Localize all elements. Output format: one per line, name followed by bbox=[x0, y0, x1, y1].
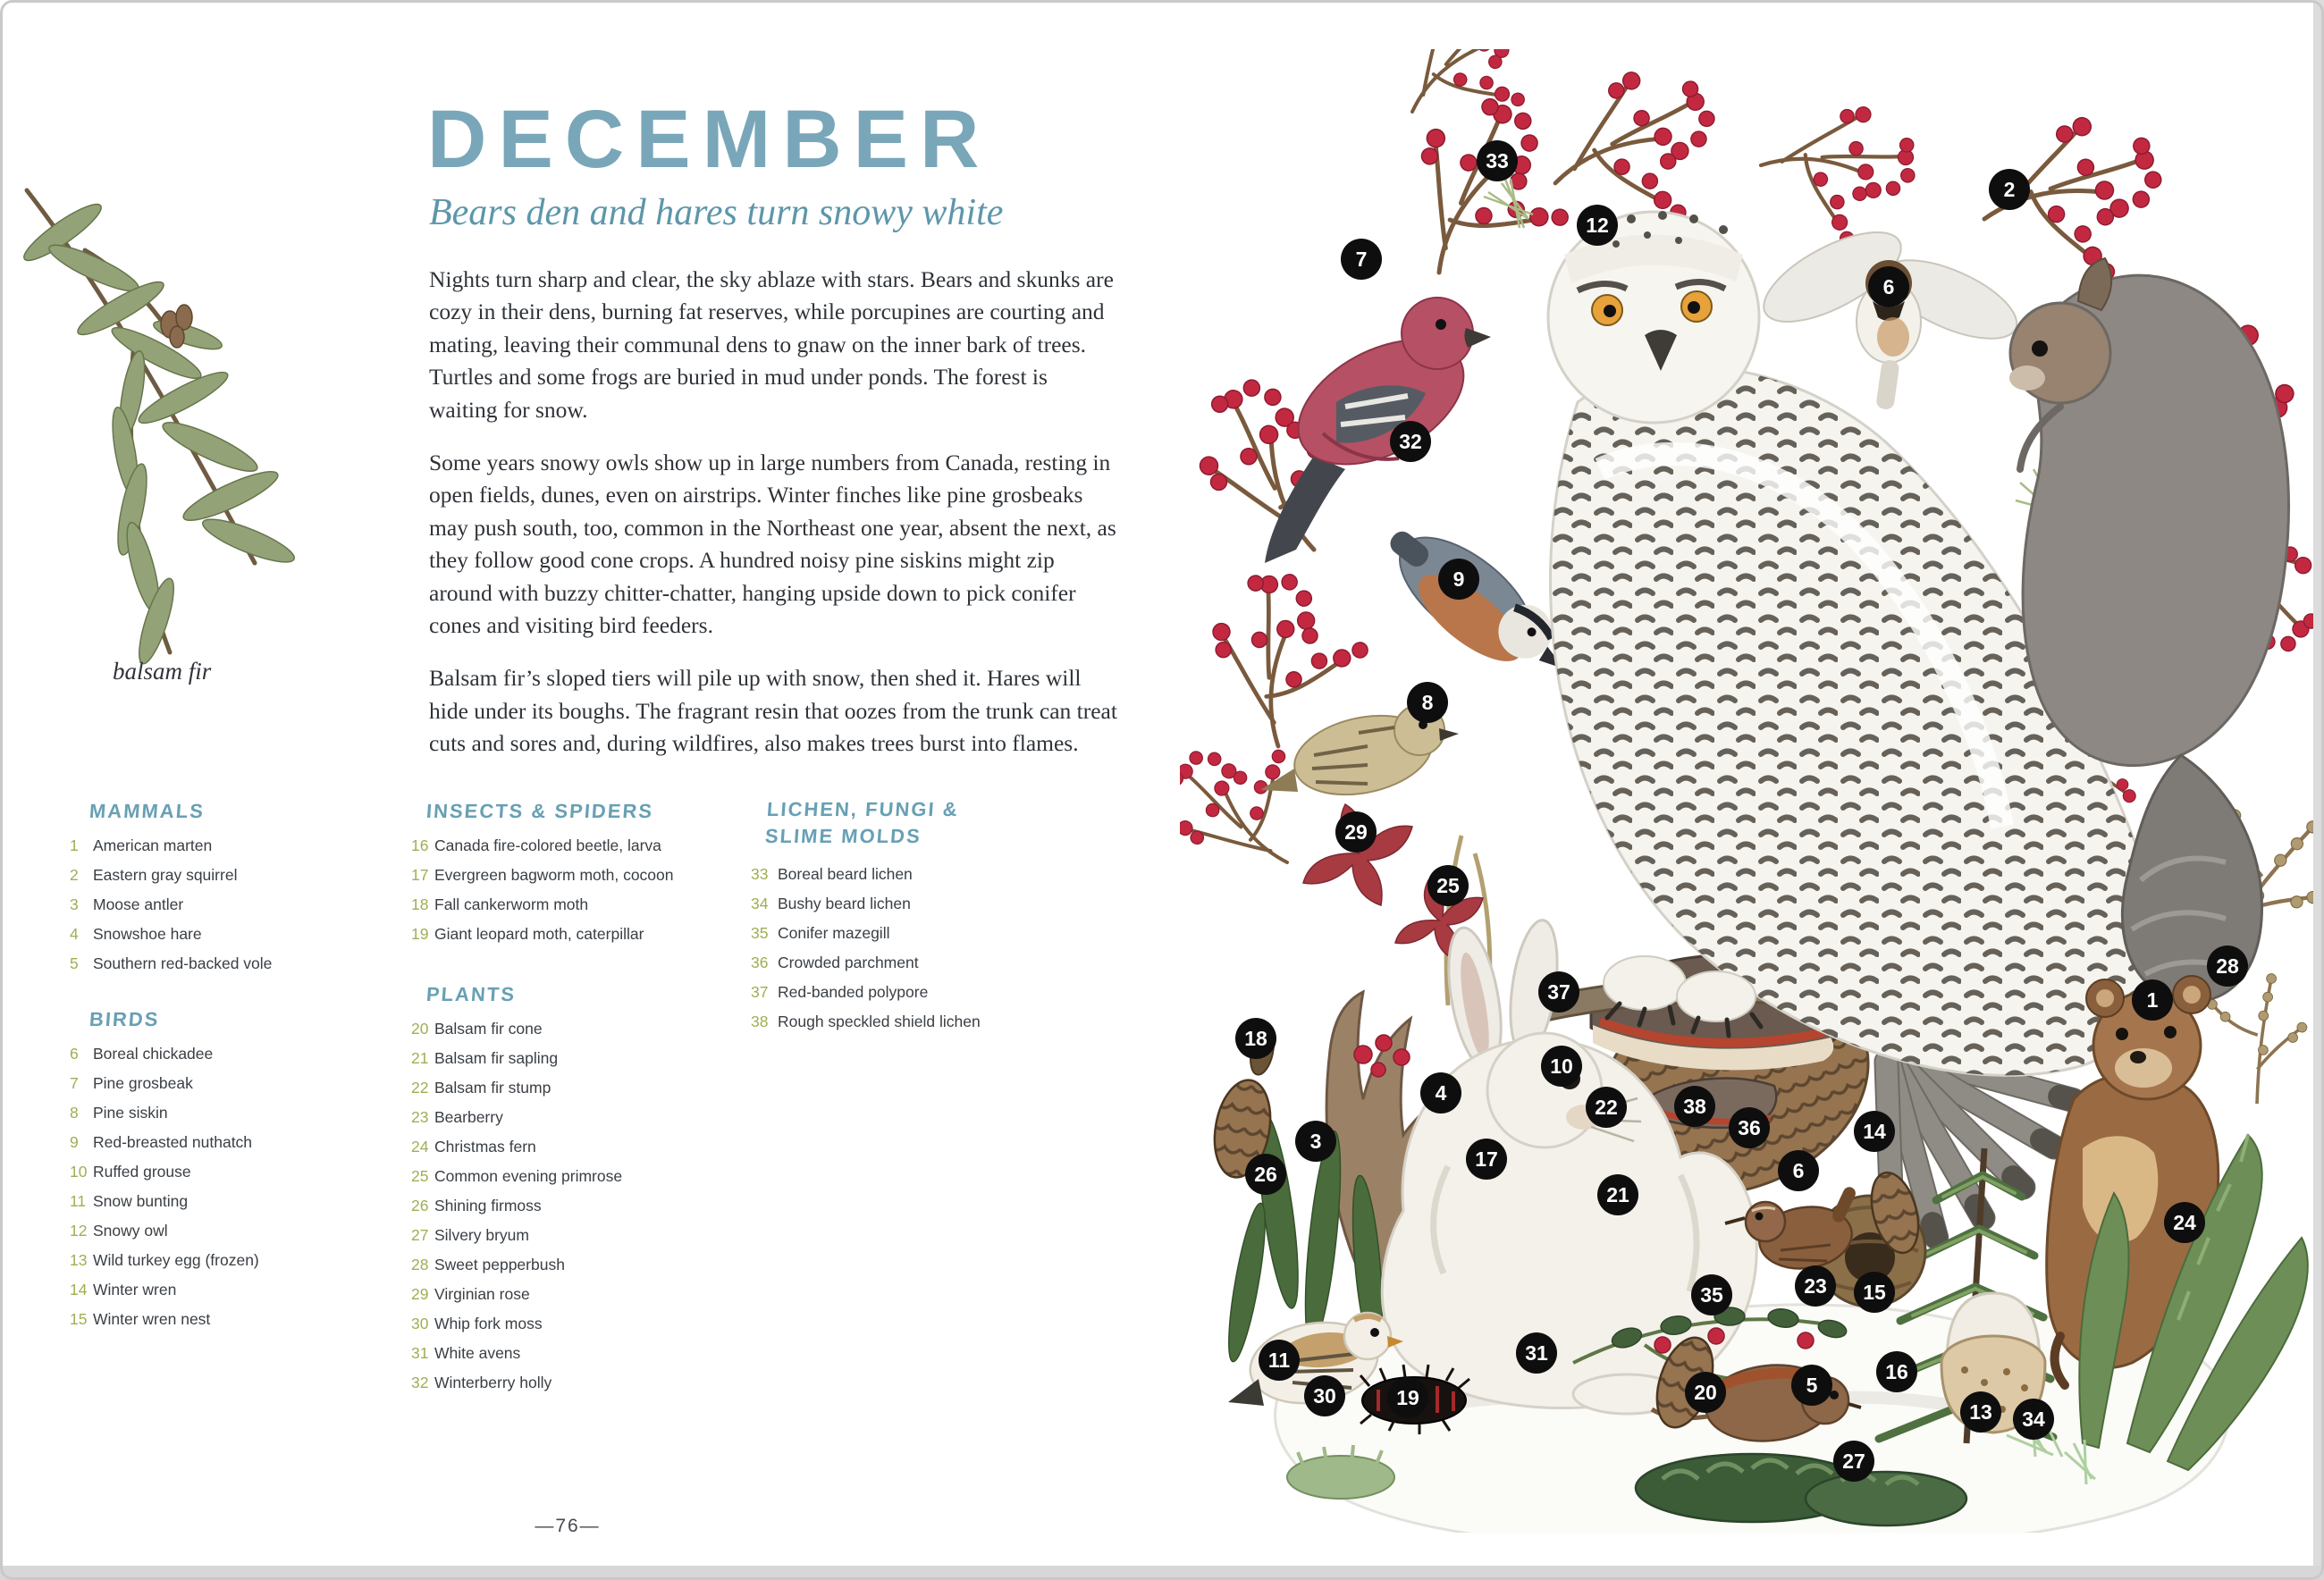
legend-item-number: 16 bbox=[411, 836, 429, 854]
legend-item-number: 28 bbox=[411, 1256, 429, 1273]
marker-35: 35 bbox=[1691, 1274, 1732, 1315]
legend-item-number: 14 bbox=[70, 1281, 88, 1298]
legend-item-label: Silvery bryum bbox=[434, 1226, 529, 1244]
legend-item-number: 4 bbox=[70, 925, 79, 943]
legend-item bbox=[411, 1162, 622, 1191]
legend-item-number: 24 bbox=[411, 1138, 429, 1156]
legend-item-number: 1 bbox=[70, 836, 79, 854]
legend-item-label: Bushy beard lichen bbox=[778, 895, 911, 912]
legend-item-label: Rough speckled shield lichen bbox=[778, 1013, 981, 1030]
legend-item-label: Ruffed grouse bbox=[93, 1163, 191, 1181]
legend-item-number: 9 bbox=[70, 1133, 79, 1151]
legend-item-number: 22 bbox=[411, 1079, 429, 1097]
legend-header-mammals: MAMMALS bbox=[88, 800, 206, 822]
marker-32: 32 bbox=[1390, 421, 1431, 462]
legend-item-number: 23 bbox=[411, 1108, 429, 1126]
legend-item-number: 10 bbox=[70, 1163, 88, 1181]
legend-item bbox=[70, 1039, 259, 1069]
legend-item bbox=[411, 1250, 622, 1280]
legend-item-label: Southern red-backed vole bbox=[93, 954, 273, 972]
legend-item-number: 21 bbox=[411, 1049, 429, 1067]
marker-17: 17 bbox=[1466, 1139, 1507, 1180]
legend-item bbox=[411, 1339, 622, 1368]
marker-34: 34 bbox=[2013, 1399, 2054, 1440]
legend-item-label: Common evening primrose bbox=[434, 1167, 623, 1185]
legend-item-number: 29 bbox=[411, 1285, 429, 1303]
legend-item-label: Red-breasted nuthatch bbox=[93, 1133, 253, 1151]
marker-37: 37 bbox=[1538, 971, 1579, 1013]
marker-5: 5 bbox=[1791, 1365, 1832, 1406]
marker-1: 1 bbox=[2132, 979, 2173, 1021]
legend-item bbox=[70, 1187, 259, 1216]
legend-item bbox=[751, 1007, 981, 1037]
legend-item-label: Wild turkey egg (frozen) bbox=[93, 1251, 259, 1269]
legend-item bbox=[411, 1132, 622, 1162]
legend-item bbox=[751, 978, 981, 1007]
pine-grosbeak bbox=[1265, 298, 1491, 563]
legend-item-number: 2 bbox=[70, 866, 79, 884]
legend-item bbox=[70, 1305, 259, 1334]
legend-item bbox=[411, 1309, 622, 1339]
marker-21: 21 bbox=[1597, 1174, 1638, 1215]
legend-item-label: Boreal chickadee bbox=[93, 1045, 214, 1063]
sketch-caption: balsam fir bbox=[113, 658, 212, 685]
marker-6: 6 bbox=[1868, 266, 1909, 307]
legend-item-label: Christmas fern bbox=[434, 1138, 536, 1156]
legend-list-birds bbox=[70, 1039, 259, 1334]
month-title: DECEMBER bbox=[427, 94, 991, 185]
legend-item bbox=[70, 890, 272, 920]
legend-item-label: Crowded parchment bbox=[778, 954, 919, 971]
legend-item bbox=[411, 1191, 622, 1221]
legend-item bbox=[751, 889, 981, 919]
page-edge-bottom bbox=[0, 1566, 2324, 1580]
legend-header-insects-spiders: INSECTS & SPIDERS bbox=[425, 800, 654, 822]
boreal-chickadee bbox=[1751, 214, 2027, 410]
legend-item-label: Moose antler bbox=[93, 895, 184, 913]
legend-item-label: Pine grosbeak bbox=[93, 1074, 193, 1092]
balsam-fir-sketch-illustration bbox=[0, 183, 393, 710]
legend-item bbox=[411, 1044, 622, 1073]
legend-item-label: Canada fire-colored beetle, larva bbox=[434, 836, 661, 854]
marker-38: 38 bbox=[1674, 1086, 1715, 1127]
marker-27: 27 bbox=[1833, 1441, 1874, 1482]
marker-20: 20 bbox=[1685, 1372, 1726, 1413]
marker-12: 12 bbox=[1577, 205, 1618, 246]
legend-item-label: Whip fork moss bbox=[434, 1315, 543, 1332]
legend-item-number: 37 bbox=[751, 983, 769, 1001]
legend-item bbox=[70, 861, 272, 890]
legend-item-number: 6 bbox=[70, 1045, 79, 1063]
legend-item-label: Balsam fir stump bbox=[434, 1079, 552, 1097]
legend-item-label: Snowy owl bbox=[93, 1222, 168, 1240]
marker-36: 36 bbox=[1729, 1107, 1770, 1148]
legend-item-number: 12 bbox=[70, 1222, 88, 1240]
legend-item-number: 15 bbox=[70, 1310, 88, 1328]
marker-10: 10 bbox=[1541, 1046, 1582, 1087]
legend-item-number: 34 bbox=[751, 895, 769, 912]
marker-2: 2 bbox=[1989, 169, 2030, 210]
marker-4: 4 bbox=[1420, 1072, 1461, 1114]
legend-item-number: 36 bbox=[751, 954, 769, 971]
legend-item bbox=[70, 949, 272, 979]
legend-header-lichen-fungi: LICHEN, FUNGI & SLIME MOLDS bbox=[764, 798, 960, 847]
legend-item-label: Balsam fir sapling bbox=[434, 1049, 559, 1067]
legend-item-label: Bearberry bbox=[434, 1108, 503, 1126]
marker-13: 13 bbox=[1960, 1391, 2001, 1433]
marker-9: 9 bbox=[1438, 559, 1479, 600]
legend-item-label: Shining firmoss bbox=[434, 1197, 542, 1214]
legend-item-label: Giant leopard moth, caterpillar bbox=[434, 925, 644, 943]
legend-item bbox=[411, 1368, 622, 1398]
legend-item bbox=[411, 890, 674, 920]
legend-item-number: 33 bbox=[751, 865, 769, 883]
marker-16: 16 bbox=[1876, 1351, 1917, 1392]
legend-item-label: Winterberry holly bbox=[434, 1374, 552, 1391]
marker-24: 24 bbox=[2164, 1202, 2205, 1243]
marker-28: 28 bbox=[2207, 945, 2248, 987]
legend-item bbox=[70, 1275, 259, 1305]
paragraph-1: Nights turn sharp and clear, the sky ablaze with stars. Bears and skunks are cozy in their dens, burning fat reserves, while porcupines are courting and mating, leaving their communal dens to gnaw on the inner bark of trees. Turtles and some frogs are buried in mud under ponds. The forest is waiting for snow. bbox=[429, 266, 1114, 423]
legend-list-plants bbox=[411, 1014, 622, 1398]
legend-item-label: Balsam fir cone bbox=[434, 1020, 543, 1038]
legend-item-number: 38 bbox=[751, 1013, 769, 1030]
legend-list-insects-spiders bbox=[411, 831, 674, 949]
marker-23: 23 bbox=[1795, 1265, 1836, 1307]
legend-item-number: 11 bbox=[70, 1192, 87, 1210]
legend-header-plants: PLANTS bbox=[425, 983, 517, 1005]
legend-item bbox=[411, 861, 674, 890]
legend-item bbox=[411, 1280, 622, 1309]
page-number: —76— bbox=[535, 1516, 601, 1536]
marker-25: 25 bbox=[1427, 865, 1469, 906]
marker-7: 7 bbox=[1341, 239, 1382, 280]
marker-30: 30 bbox=[1304, 1375, 1345, 1416]
legend-item-number: 19 bbox=[411, 925, 429, 943]
legend-item-number: 31 bbox=[411, 1344, 429, 1362]
legend-item-label: Snow bunting bbox=[93, 1192, 189, 1210]
legend-list-lichen-fungi bbox=[751, 860, 981, 1037]
legend-item bbox=[411, 1221, 622, 1250]
paragraph-3: Balsam fir’s sloped tiers will pile up with snow, then shed it. Hares will hide under its boughs. The fragrant resin that oozes from the trunk can treat cuts and sores and, during wildfires, also makes trees burst into flames. bbox=[429, 665, 1117, 757]
legend-item bbox=[751, 919, 981, 948]
legend-item-number: 30 bbox=[411, 1315, 429, 1332]
marker-29: 29 bbox=[1335, 811, 1377, 853]
legend-item bbox=[70, 1157, 259, 1187]
legend-item bbox=[70, 1098, 259, 1128]
marker-22: 22 bbox=[1586, 1087, 1627, 1128]
marker-11: 11 bbox=[1259, 1340, 1300, 1381]
marker-18: 18 bbox=[1235, 1018, 1276, 1059]
page-edge-right bbox=[2313, 0, 2324, 1580]
marker-33: 33 bbox=[1477, 140, 1518, 181]
legend-item-number: 17 bbox=[411, 866, 429, 884]
legend-item-label: Boreal beard lichen bbox=[778, 865, 913, 883]
legend-item bbox=[70, 1216, 259, 1246]
paragraph-2: Some years snowy owls show up in large numbers from Canada, resting in open fields, dunes, even on airstrips. Winter finches like pine grosbeaks may push south, too, common in the Northeast one year, absent the next, as they follow good cone crops. A hundred noisy pine siskins might zip around with buzzy chitter-chatter, hanging upside down to pick conifer cones and visiting bird feeders. bbox=[429, 450, 1116, 639]
legend-item bbox=[751, 860, 981, 889]
legend-item-number: 13 bbox=[70, 1251, 88, 1269]
legend-item bbox=[411, 1103, 622, 1132]
legend-item-number: 35 bbox=[751, 924, 769, 942]
legend-item-number: 27 bbox=[411, 1226, 429, 1244]
legend-item-label: Virginian rose bbox=[434, 1285, 530, 1303]
legend-item-number: 3 bbox=[70, 895, 79, 913]
legend-item-number: 18 bbox=[411, 895, 429, 913]
legend-item bbox=[70, 920, 272, 949]
legend-item-label: Winter wren bbox=[93, 1281, 177, 1298]
legend-item bbox=[70, 1069, 259, 1098]
legend-item-label: Evergreen bagworm moth, cocoon bbox=[434, 866, 674, 884]
legend-item-label: Pine siskin bbox=[93, 1104, 168, 1122]
legend-item-number: 5 bbox=[70, 954, 79, 972]
legend-item-label: Sweet pepperbush bbox=[434, 1256, 565, 1273]
legend-item-label: Fall cankerworm moth bbox=[434, 895, 589, 913]
legend-item-number: 25 bbox=[411, 1167, 429, 1185]
legend-item-label: Conifer mazegill bbox=[778, 924, 890, 942]
legend-item-label: White avens bbox=[434, 1344, 521, 1362]
legend-item-label: American marten bbox=[93, 836, 213, 854]
legend-item-number: 7 bbox=[70, 1074, 79, 1092]
legend-list-mammals bbox=[70, 831, 272, 979]
legend-item bbox=[70, 1128, 259, 1157]
legend-item bbox=[70, 1246, 259, 1275]
legend-item-number: 26 bbox=[411, 1197, 429, 1214]
marker-31: 31 bbox=[1516, 1332, 1557, 1374]
marker-6: 6 bbox=[1778, 1150, 1819, 1191]
legend-item-number: 8 bbox=[70, 1104, 79, 1122]
legend-item bbox=[411, 920, 674, 949]
marker-19: 19 bbox=[1387, 1377, 1428, 1418]
legend-item bbox=[411, 1014, 622, 1044]
legend-item bbox=[411, 1073, 622, 1103]
legend-item bbox=[411, 831, 674, 861]
legend-item bbox=[70, 831, 272, 861]
marker-14: 14 bbox=[1854, 1111, 1895, 1152]
legend-item-number: 20 bbox=[411, 1020, 429, 1038]
legend-item-label: Snowshoe hare bbox=[93, 925, 202, 943]
legend-header-birds: BIRDS bbox=[88, 1008, 161, 1030]
month-subtitle: Bears den and hares turn snowy white bbox=[429, 192, 1004, 233]
marker-15: 15 bbox=[1854, 1272, 1895, 1313]
marker-8: 8 bbox=[1407, 682, 1448, 723]
legend-item-label: Eastern gray squirrel bbox=[93, 866, 238, 884]
legend-item bbox=[751, 948, 981, 978]
legend-item-number: 32 bbox=[411, 1374, 429, 1391]
legend-item-label: Winter wren nest bbox=[93, 1310, 211, 1328]
marker-3: 3 bbox=[1295, 1121, 1336, 1162]
article-text bbox=[429, 264, 1119, 781]
legend-item-label: Red-banded polypore bbox=[778, 983, 929, 1001]
marker-26: 26 bbox=[1245, 1154, 1286, 1195]
